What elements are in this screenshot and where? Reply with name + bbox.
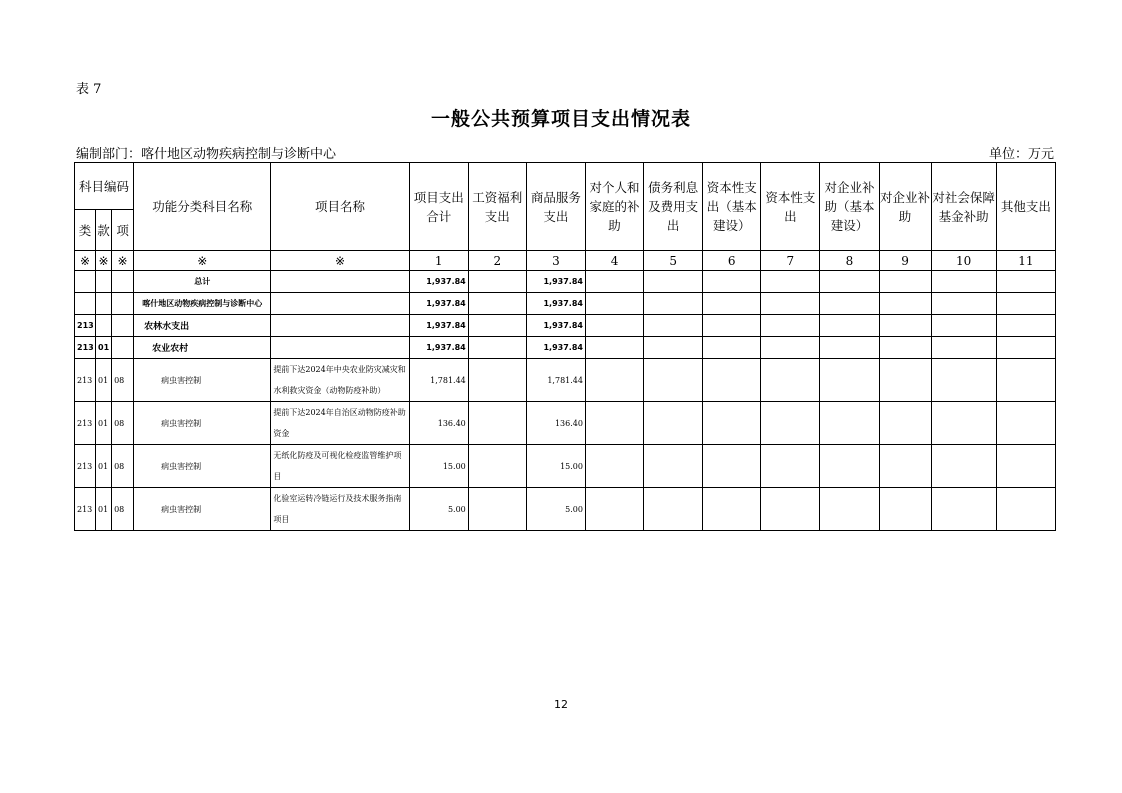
cell-empty xyxy=(468,445,526,488)
mark-xiang: ※ xyxy=(112,251,134,271)
cell-empty xyxy=(585,488,643,531)
col-number: 9 xyxy=(879,251,931,271)
table-number: 表 7 xyxy=(76,82,102,97)
cell-empty xyxy=(820,488,879,531)
cell-empty xyxy=(585,337,643,359)
cell-func-name: 病虫害控制 xyxy=(134,359,271,402)
header-func-name: 功能分类科目名称 xyxy=(134,163,271,251)
cell-empty xyxy=(931,271,996,293)
cell-func-name: 农林水支出 xyxy=(134,315,271,337)
department-label: 编制部门：喀什地区动物疾病控制与诊断中心 xyxy=(76,147,337,162)
cell-lei: 213 xyxy=(75,445,96,488)
cell-empty xyxy=(585,402,643,445)
cell-empty xyxy=(931,293,996,315)
cell-empty xyxy=(996,402,1055,445)
cell-empty xyxy=(879,337,931,359)
cell-empty xyxy=(820,315,879,337)
cell-xiang xyxy=(112,315,134,337)
cell-proj-name xyxy=(271,271,409,293)
cell-empty xyxy=(996,359,1055,402)
cell-lei: 213 xyxy=(75,337,96,359)
cell-goods: 15.00 xyxy=(526,445,585,488)
cell-empty xyxy=(996,337,1055,359)
cell-lei xyxy=(75,271,96,293)
cell-empty xyxy=(879,445,931,488)
cell-total: 5.00 xyxy=(409,488,468,531)
cell-total: 1,937.84 xyxy=(409,337,468,359)
cell-empty xyxy=(585,271,643,293)
cell-goods: 5.00 xyxy=(526,488,585,531)
cell-empty xyxy=(468,271,526,293)
cell-empty xyxy=(931,359,996,402)
table-row-subcategory xyxy=(75,337,1056,359)
cell-xiang xyxy=(112,271,134,293)
cell-empty xyxy=(996,315,1055,337)
cell-empty xyxy=(644,337,703,359)
cell-xiang: 08 xyxy=(112,402,134,445)
header-col5: 债务利息及费用支出 xyxy=(644,163,703,251)
header-col2: 工资福利支出 xyxy=(468,163,526,251)
col-number: 10 xyxy=(931,251,996,271)
cell-empty xyxy=(931,337,996,359)
header-row-1 xyxy=(75,163,1056,210)
cell-total: 1,937.84 xyxy=(409,315,468,337)
header-col3: 商品服务支出 xyxy=(526,163,585,251)
header-col11: 其他支出 xyxy=(996,163,1055,251)
cell-empty xyxy=(820,337,879,359)
cell-empty xyxy=(644,315,703,337)
col-number: 2 xyxy=(468,251,526,271)
unit-label: 单位：万元 xyxy=(988,147,1054,162)
mark-proj: ※ xyxy=(271,251,409,271)
marker-row xyxy=(75,251,1056,271)
cell-empty xyxy=(468,402,526,445)
cell-empty xyxy=(931,445,996,488)
table-row-total xyxy=(75,271,1056,293)
cell-func-name: 病虫害控制 xyxy=(134,488,271,531)
cell-empty xyxy=(931,402,996,445)
cell-empty xyxy=(703,445,761,488)
cell-lei: 213 xyxy=(75,359,96,402)
cell-func-name: 喀什地区动物疾病控制与诊断中心 xyxy=(134,293,271,315)
mark-lei: ※ xyxy=(75,251,96,271)
cell-empty xyxy=(820,293,879,315)
cell-empty xyxy=(761,271,820,293)
cell-empty xyxy=(468,359,526,402)
cell-empty xyxy=(703,402,761,445)
cell-empty xyxy=(585,293,643,315)
cell-goods: 1,937.84 xyxy=(526,337,585,359)
cell-empty xyxy=(820,445,879,488)
header-col6: 资本性支出（基本建设） xyxy=(703,163,761,251)
header-kuan: 款 xyxy=(96,210,112,251)
header-col10: 对社会保障基金补助 xyxy=(931,163,996,251)
cell-empty xyxy=(879,293,931,315)
cell-empty xyxy=(820,271,879,293)
cell-empty xyxy=(703,488,761,531)
header-col1: 项目支出合计 xyxy=(409,163,468,251)
cell-empty xyxy=(761,315,820,337)
cell-kuan xyxy=(96,271,112,293)
col-number: 7 xyxy=(761,251,820,271)
mark-kuan: ※ xyxy=(96,251,112,271)
table-row xyxy=(75,488,1056,531)
cell-goods: 1,937.84 xyxy=(526,315,585,337)
cell-empty xyxy=(761,359,820,402)
cell-proj-name xyxy=(271,293,409,315)
table-row-dept xyxy=(75,293,1056,315)
budget-table xyxy=(74,162,1056,531)
cell-goods: 1,937.84 xyxy=(526,293,585,315)
cell-kuan: 01 xyxy=(96,402,112,445)
table-row-category xyxy=(75,315,1056,337)
cell-proj-name: 提前下达2024年中央农业防灾减灾和水利救灾资金（动物防疫补助） xyxy=(271,359,409,402)
col-number: 5 xyxy=(644,251,703,271)
cell-empty xyxy=(585,359,643,402)
cell-empty xyxy=(879,315,931,337)
cell-proj-name: 无纸化防疫及可视化检疫监管维护项目 xyxy=(271,445,409,488)
cell-empty xyxy=(931,315,996,337)
cell-xiang: 08 xyxy=(112,488,134,531)
header-col9: 对企业补助 xyxy=(879,163,931,251)
cell-empty xyxy=(879,402,931,445)
col-number: 8 xyxy=(820,251,879,271)
col-number: 1 xyxy=(409,251,468,271)
cell-empty xyxy=(644,359,703,402)
cell-func-name: 农业农村 xyxy=(134,337,271,359)
document-title: 一般公共预算项目支出情况表 xyxy=(430,108,691,130)
cell-empty xyxy=(996,445,1055,488)
cell-func-name: 病虫害控制 xyxy=(134,402,271,445)
cell-proj-name xyxy=(271,337,409,359)
cell-lei: 213 xyxy=(75,315,96,337)
cell-total: 15.00 xyxy=(409,445,468,488)
header-col4: 对个人和家庭的补助 xyxy=(585,163,643,251)
cell-empty xyxy=(644,293,703,315)
table-row xyxy=(75,445,1056,488)
cell-proj-name: 化验室运转冷链运行及技术服务指南项目 xyxy=(271,488,409,531)
cell-kuan: 01 xyxy=(96,337,112,359)
mark-func: ※ xyxy=(134,251,271,271)
cell-func-name: 总计 xyxy=(134,271,271,293)
cell-lei: 213 xyxy=(75,488,96,531)
col-number: 6 xyxy=(703,251,761,271)
cell-empty xyxy=(761,293,820,315)
cell-xiang: 08 xyxy=(112,359,134,402)
cell-empty xyxy=(468,293,526,315)
cell-empty xyxy=(644,445,703,488)
cell-empty xyxy=(468,337,526,359)
cell-empty xyxy=(879,488,931,531)
col-number: 3 xyxy=(526,251,585,271)
cell-lei xyxy=(75,293,96,315)
cell-empty xyxy=(703,271,761,293)
page-number: 12 xyxy=(554,698,568,711)
cell-empty xyxy=(996,271,1055,293)
cell-empty xyxy=(644,271,703,293)
cell-kuan xyxy=(96,315,112,337)
header-xiang: 项 xyxy=(112,210,134,251)
cell-empty xyxy=(820,402,879,445)
table-row xyxy=(75,402,1056,445)
cell-empty xyxy=(644,402,703,445)
cell-empty xyxy=(761,488,820,531)
col-number: 11 xyxy=(996,251,1055,271)
cell-empty xyxy=(585,445,643,488)
cell-kuan xyxy=(96,293,112,315)
cell-total: 1,937.84 xyxy=(409,293,468,315)
cell-empty xyxy=(703,293,761,315)
cell-empty xyxy=(931,488,996,531)
cell-total: 1,781.44 xyxy=(409,359,468,402)
cell-total: 136.40 xyxy=(409,402,468,445)
col-number: 4 xyxy=(585,251,643,271)
cell-proj-name: 提前下达2024年自治区动物防疫补助资金 xyxy=(271,402,409,445)
cell-goods: 1,781.44 xyxy=(526,359,585,402)
cell-empty xyxy=(468,488,526,531)
cell-empty xyxy=(761,445,820,488)
cell-empty xyxy=(468,315,526,337)
cell-xiang xyxy=(112,293,134,315)
cell-func-name: 病虫害控制 xyxy=(134,445,271,488)
cell-proj-name xyxy=(271,315,409,337)
cell-empty xyxy=(879,359,931,402)
cell-kuan: 01 xyxy=(96,359,112,402)
cell-empty xyxy=(996,293,1055,315)
table-row xyxy=(75,359,1056,402)
cell-empty xyxy=(703,337,761,359)
header-lei: 类 xyxy=(75,210,96,251)
cell-empty xyxy=(703,315,761,337)
cell-xiang xyxy=(112,337,134,359)
cell-total: 1,937.84 xyxy=(409,271,468,293)
cell-empty xyxy=(761,337,820,359)
cell-empty xyxy=(585,315,643,337)
cell-empty xyxy=(703,359,761,402)
cell-goods: 1,937.84 xyxy=(526,271,585,293)
cell-empty xyxy=(879,271,931,293)
cell-empty xyxy=(820,359,879,402)
header-proj-name: 项目名称 xyxy=(271,163,409,251)
cell-kuan: 01 xyxy=(96,445,112,488)
cell-empty xyxy=(761,402,820,445)
cell-kuan: 01 xyxy=(96,488,112,531)
cell-xiang: 08 xyxy=(112,445,134,488)
cell-lei: 213 xyxy=(75,402,96,445)
header-code-group: 科目编码 xyxy=(75,163,134,210)
cell-goods: 136.40 xyxy=(526,402,585,445)
cell-empty xyxy=(996,488,1055,531)
header-col7: 资本性支出 xyxy=(761,163,820,251)
header-col8: 对企业补助（基本建设） xyxy=(820,163,879,251)
cell-empty xyxy=(644,488,703,531)
